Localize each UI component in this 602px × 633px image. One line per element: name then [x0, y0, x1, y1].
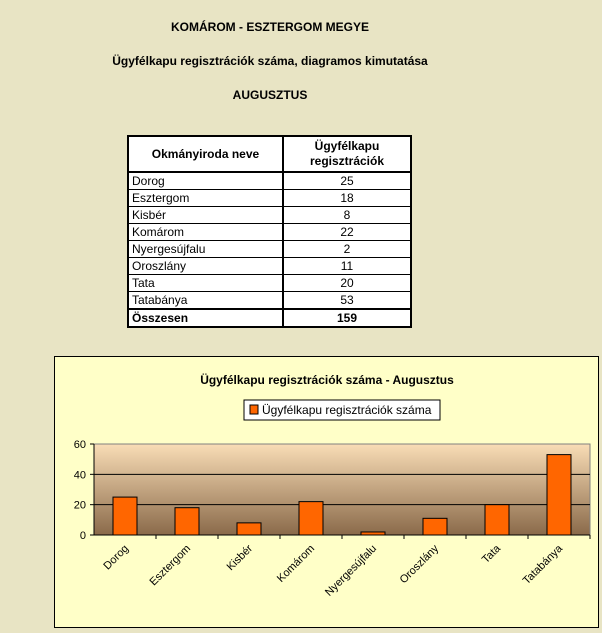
table-row: [128, 172, 411, 190]
registrations-header: [283, 136, 411, 172]
office-name: Tatabánya: [128, 292, 283, 310]
x-tick-label: Oroszlány: [397, 542, 442, 587]
bar: [423, 518, 447, 535]
bar: [547, 455, 571, 535]
table-row: [128, 190, 411, 207]
table-row: [128, 241, 411, 258]
legend-label: Ügyfélkapu regisztrációk száma: [262, 403, 432, 417]
chart-svg: [55, 357, 600, 629]
registrations-header-line1: Ügyfélkapu: [314, 139, 380, 153]
registration-count: 20: [283, 275, 411, 292]
office-name: Kisbér: [128, 207, 283, 224]
registrations-table: [127, 135, 412, 328]
office-name: Dorog: [128, 172, 283, 190]
x-tick-label: Esztergom: [147, 542, 194, 589]
registrations-header-line2: regisztrációk: [309, 154, 385, 168]
plot-area: [74, 439, 590, 599]
table-row: [128, 275, 411, 292]
report-subtitle: Ügyfélkapu regisztrációk száma, diagramos kimutatása: [112, 54, 428, 68]
table-row: [128, 292, 411, 310]
bar: [485, 505, 509, 535]
bar: [361, 532, 385, 535]
chart-title: Ügyfélkapu regisztrációk száma - Augusztus: [200, 373, 454, 387]
registration-count: 53: [283, 292, 411, 310]
table-row: [128, 224, 411, 241]
total-row: [128, 309, 411, 327]
registration-count: 25: [283, 172, 411, 190]
registration-count: 22: [283, 224, 411, 241]
table-row: [128, 258, 411, 275]
plot-background: [94, 444, 590, 535]
total-label: Összesen: [128, 309, 283, 327]
office-name-header: Okmányiroda neve: [128, 136, 283, 172]
y-tick-label: 0: [79, 530, 86, 542]
office-name: Oroszlány: [128, 258, 283, 275]
total-value: 159: [283, 309, 411, 327]
y-tick-label: 60: [73, 439, 86, 451]
table-header-row: [128, 136, 411, 172]
table-row: [128, 207, 411, 224]
chart-legend: [244, 400, 440, 420]
y-tick-label: 40: [73, 469, 86, 482]
x-tick-label: Kisbér: [224, 542, 256, 574]
x-tick-label: Nyergesújfalu: [323, 542, 380, 599]
registration-count: 8: [283, 207, 411, 224]
bar: [113, 497, 137, 535]
office-name: Nyergesújfalu: [128, 241, 283, 258]
legend-swatch: [250, 405, 258, 414]
x-tick-label: Tata: [479, 542, 504, 566]
x-tick-label: Komárom: [274, 542, 318, 585]
x-tick-label: Tatabánya: [520, 542, 566, 588]
county-title: KOMÁROM - ESZTERGOM MEGYE: [171, 20, 369, 34]
office-name: Esztergom: [128, 190, 283, 207]
registration-count: 18: [283, 190, 411, 207]
registration-count: 2: [283, 241, 411, 258]
bar: [237, 523, 261, 535]
x-tick-label: Dorog: [101, 542, 132, 573]
office-name: Komárom: [128, 224, 283, 241]
office-name: Tata: [128, 275, 283, 292]
month-label: AUGUSZTUS: [232, 88, 308, 102]
bar: [175, 508, 199, 535]
bar-chart: [54, 356, 599, 628]
y-tick-label: 20: [73, 499, 86, 512]
bar: [299, 502, 323, 535]
registration-count: 11: [283, 258, 411, 275]
